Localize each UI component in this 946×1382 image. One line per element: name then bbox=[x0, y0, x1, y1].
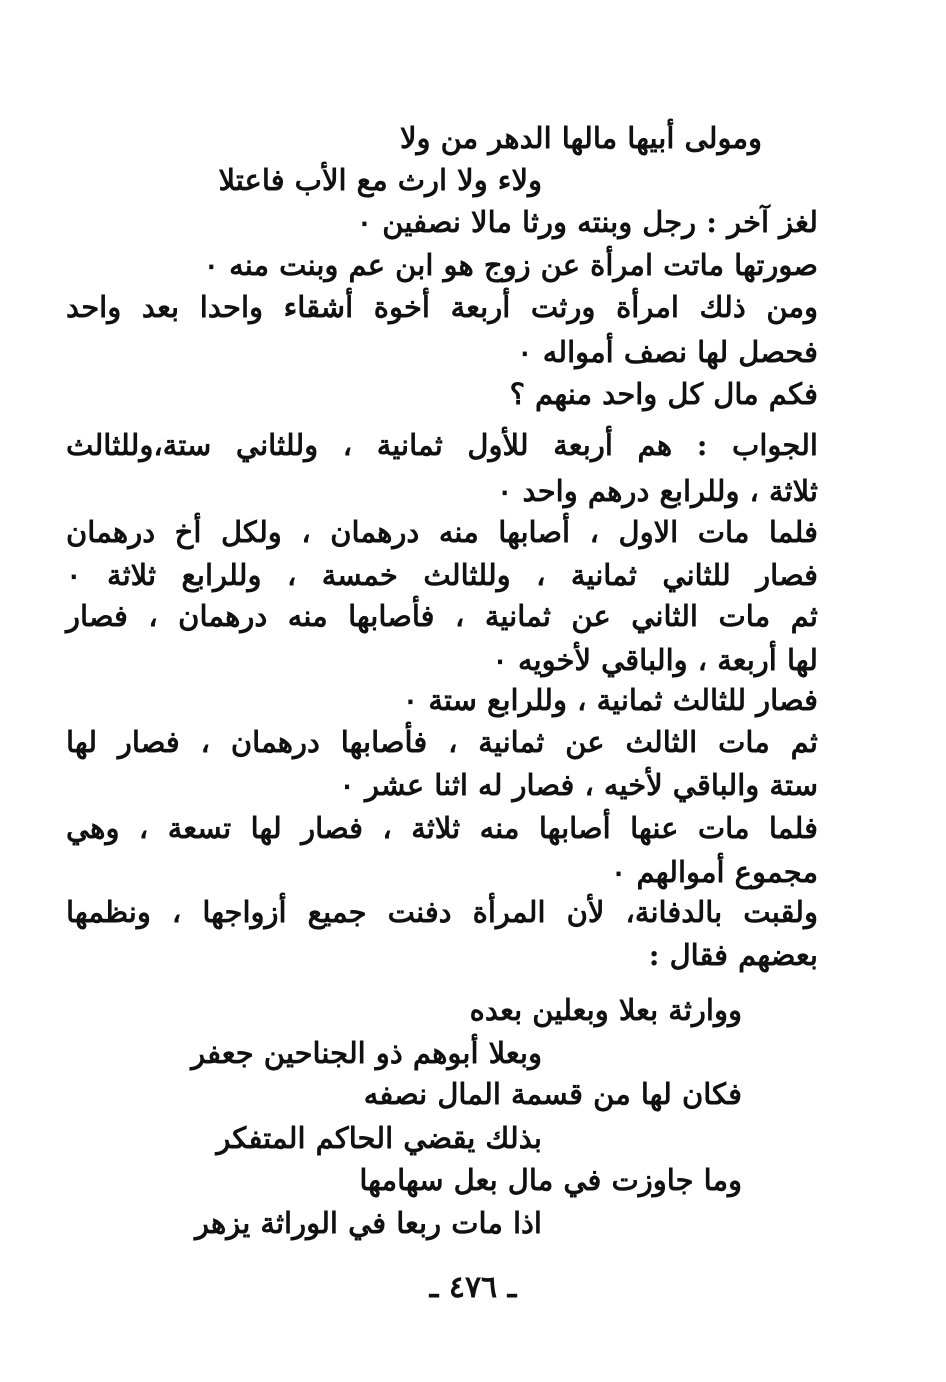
verse-line: بذلك يقضي الحاكم المتفكر bbox=[216, 1121, 542, 1155]
text-line: فصار للثالث ثمانية ، وللرابع ستة ٠ bbox=[402, 683, 818, 717]
text-line: ستة والباقي لأخيه ، فصار له اثنا عشر ٠ bbox=[339, 768, 818, 802]
text-line: ومن ذلك امرأة ورثت أربعة أخوة أشقاء واحدا بعد واحد bbox=[66, 290, 818, 324]
text-line: فلما مات عنها أصابها منه ثلاثة ، فصار لها تسعة ، وهي bbox=[66, 811, 818, 845]
text-line: بعضهم فقال : bbox=[648, 938, 818, 972]
text-line: ثم مات الثاني عن ثمانية ، فأصابها منه درهمان ، فصار bbox=[66, 599, 818, 633]
text-line: صورتها ماتت امرأة عن زوج هو ابن عم وبنت منه ٠ bbox=[203, 248, 818, 282]
text-line: ثم مات الثالث عن ثمانية ، فأصابها درهمان ، فصار لها bbox=[66, 725, 818, 759]
verse-line: ووارثة بعلا وبعلين بعده bbox=[469, 993, 742, 1027]
text-line: مجموع أموالهم ٠ bbox=[610, 855, 818, 889]
verse-line: اذا مات ربعا في الوراثة يزهر bbox=[194, 1206, 542, 1240]
verse-line: ولاء ولا ارث مع الأب فاعتلا bbox=[218, 163, 542, 197]
text-line: فحصل لها نصف أمواله ٠ bbox=[517, 335, 818, 369]
text-line: لغز آخر : رجل وبنته ورثا مالا نصفين ٠ bbox=[356, 205, 818, 239]
text-line: ولقبت بالدفانة، لأن المرأة دفنت جميع أزواجها ، ونظمها bbox=[66, 895, 818, 929]
text-line: فلما مات الاول ، أصابها منه درهمان ، ولكل أخ درهمان bbox=[66, 515, 818, 549]
text-line: ثلاثة ، وللرابع درهم واحد ٠ bbox=[496, 474, 818, 508]
verse-line: ومولى أبيها مالها الدهر من ولا bbox=[399, 121, 762, 155]
text-line: لها أربعة ، والباقي لأخويه ٠ bbox=[492, 643, 818, 677]
text-line: فكم مال كل واحد منهم ؟ bbox=[509, 377, 818, 411]
verse-line: فكان لها من قسمة المال نصفه bbox=[363, 1077, 742, 1111]
verse-line: وما جاوزت في مال بعل سهامها bbox=[359, 1163, 742, 1197]
page-number: ـ ٤٧٦ ـ bbox=[429, 1270, 517, 1305]
text-line: فصار للثاني ثمانية ، وللثالث خمسة ، وللرابع ثلاثة ٠ bbox=[66, 558, 818, 592]
verse-line: وبعلا أبوهم ذو الجناحين جعفر bbox=[191, 1036, 542, 1070]
text-line: الجواب : هم أربعة للأول ثمانية ، وللثاني ستة،وللثالث bbox=[66, 428, 818, 462]
